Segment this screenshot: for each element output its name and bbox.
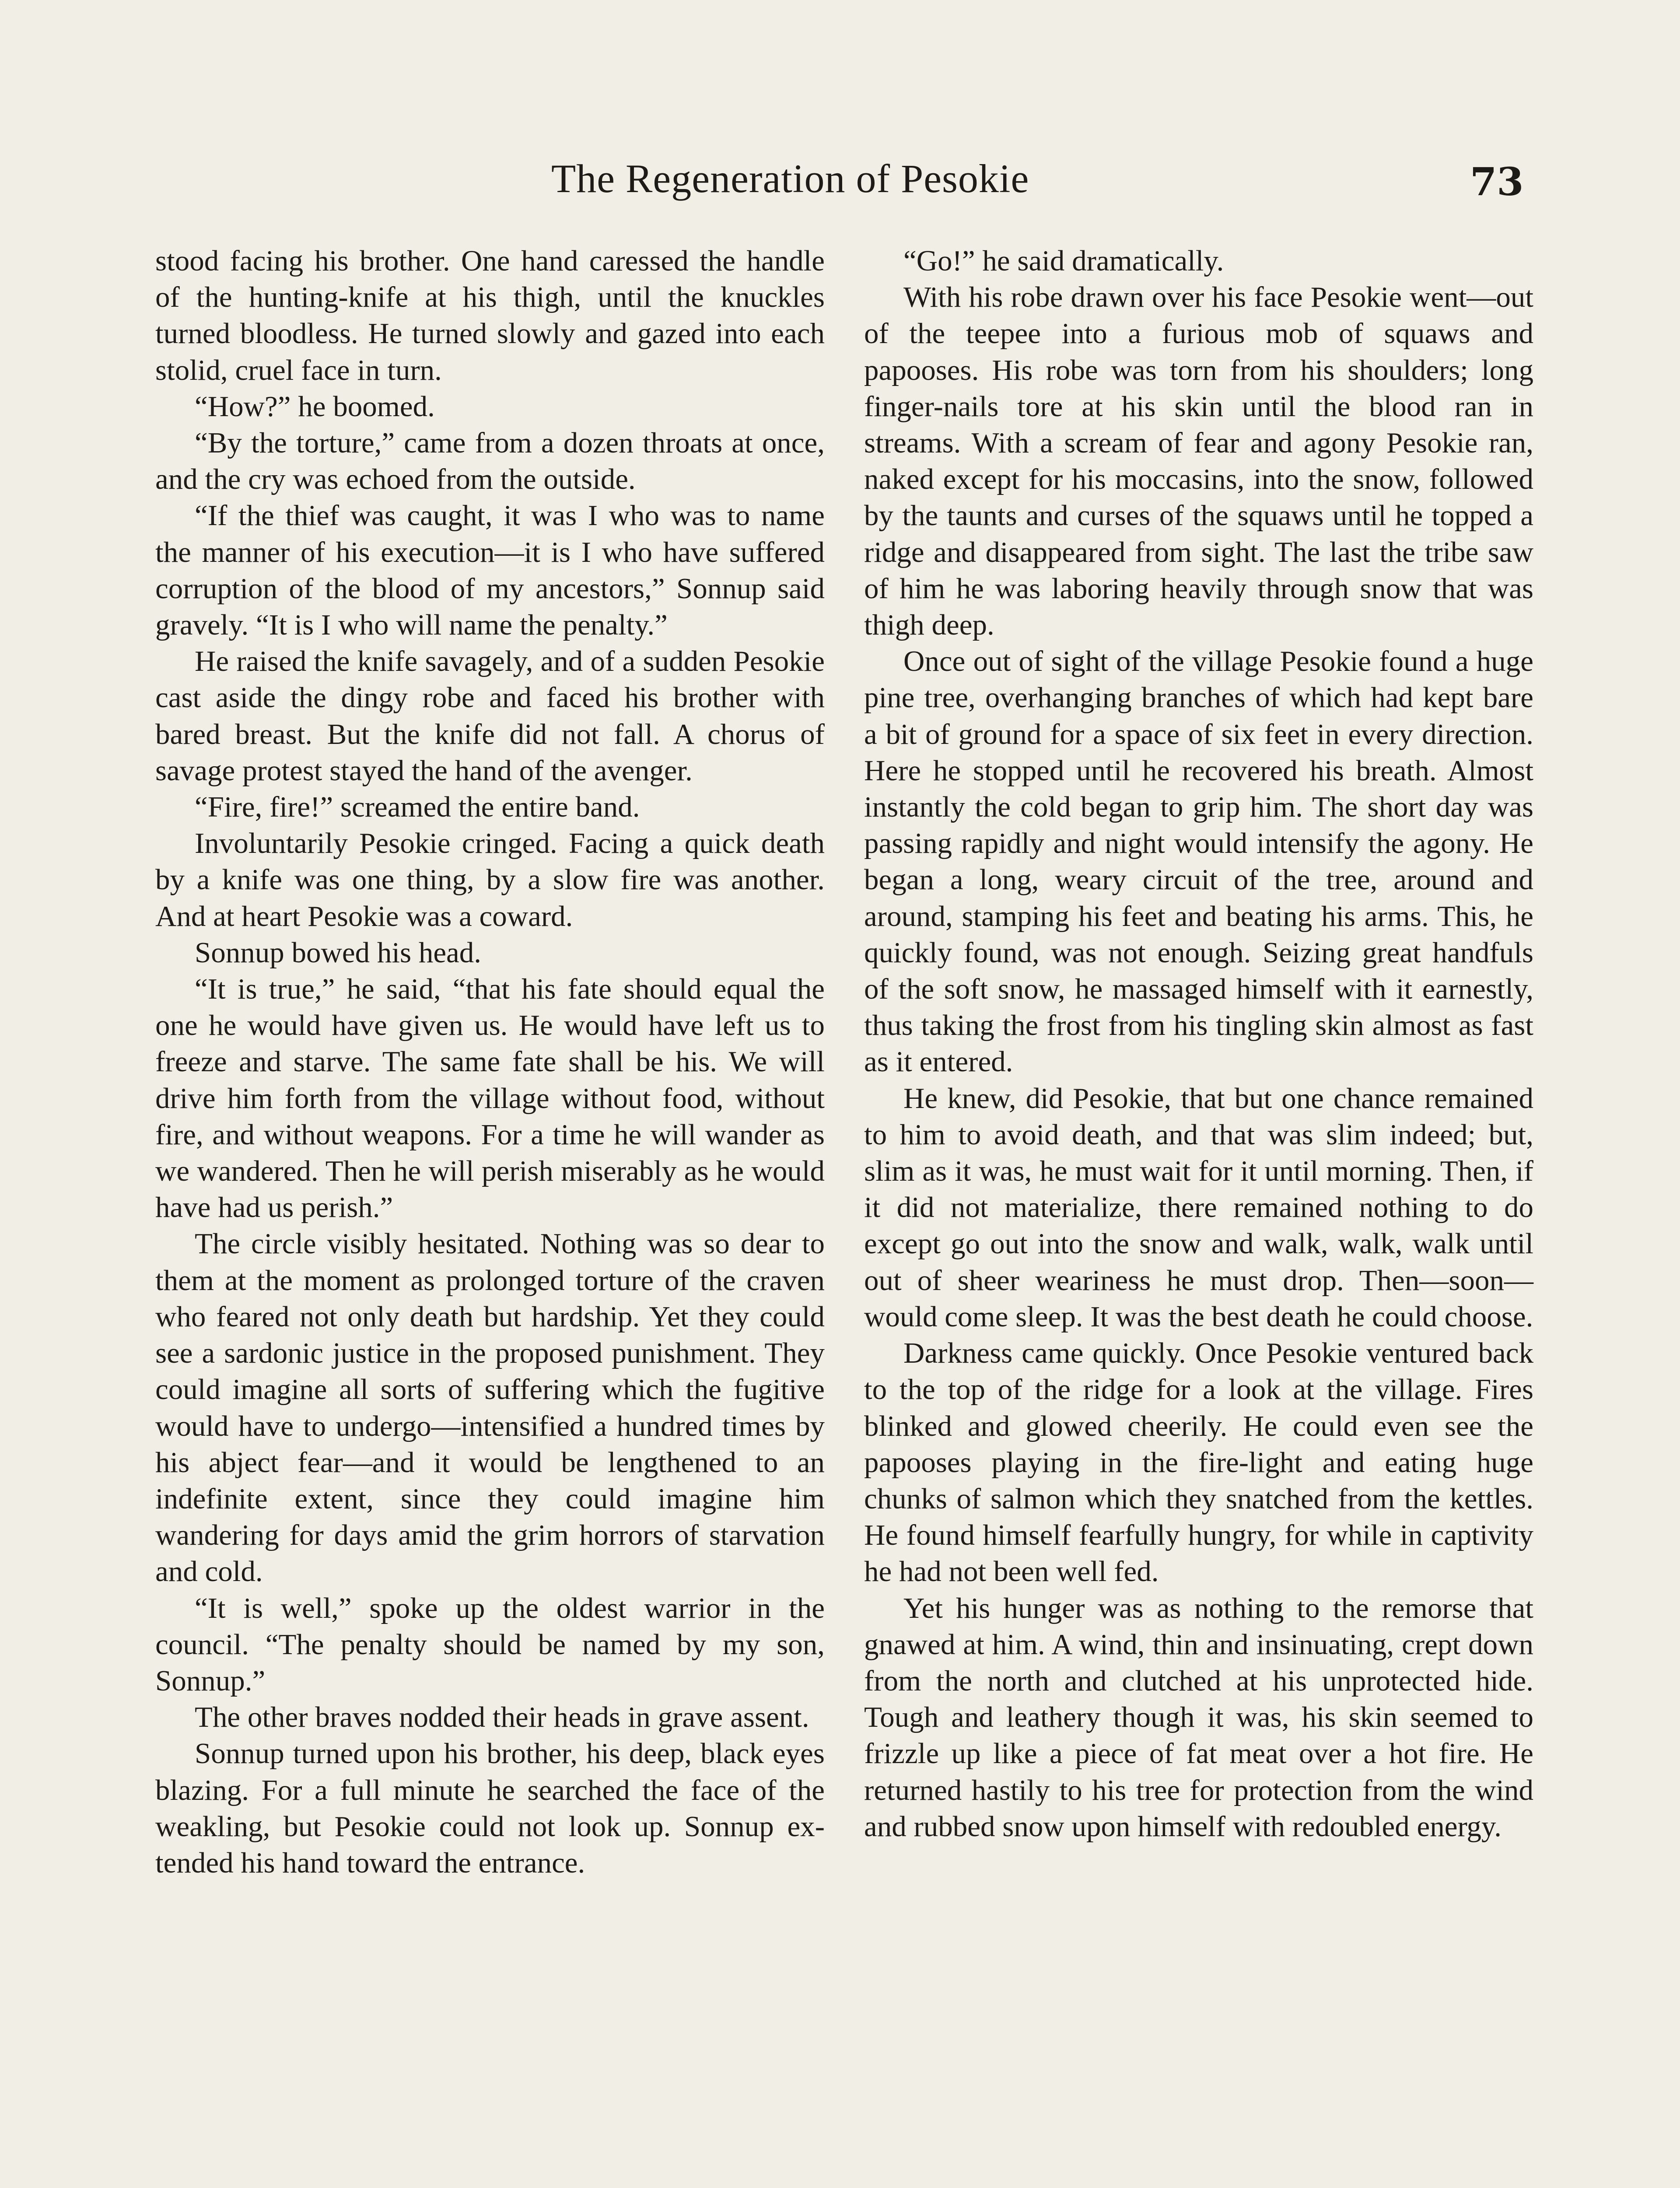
paragraph: Darkness came quickly. Once Pesokie ventured back to the top of the ridge for a look at the village. Fires blinked and glowed cheerily. He could even see the papooses playing in the fire-light and eating huge chunks of salmon which they snatched from the kettles. He found himself fearfully hungry, for while in captivity he had not been well fed. bbox=[864, 1337, 1533, 1588]
paragraph: The other braves nodded their heads in grave assent. bbox=[195, 1701, 809, 1734]
paragraph: Sonnup turned upon his brother, his deep, black eyes blazing. For a full minute he searched the face of the weakling, but Pesokie could not look up. Sonnup extended his hand toward the entrance. bbox=[155, 1737, 825, 1879]
paragraph: He knew, did Pesokie, that but one chance remained to him to avoid death, and that was slim indeed; but, slim as it was, he must wait for it until morning. Then, if it did not materialize, there remained nothing to do except go out into the snow and walk, walk, walk until out of sheer weariness he must drop. Then—soon—would come sleep. It was the best death he could choose. bbox=[864, 1082, 1533, 1333]
paragraph: “If the thief was caught, it was I who was to name the manner of his execution—it is I who have suffered corruption of the blood of my ancestors,” Sonnup said gravely. “It is I who will name the penalty.” bbox=[155, 499, 825, 642]
paragraph: “It is true,” he said, “that his fate should equal the one he would have given us. He would have left us to freeze and starve. The same fate shall be his. We will drive him forth from the village without food, without fire, and without weapons. For a time he will wander as we wandered. Then he will perish miserably as he would have had us perish.” bbox=[155, 973, 825, 1224]
paragraph: He raised the knife savagely, and of a sudden Pesokie cast aside the dingy robe and faced his brother with bared breast. But the knife did not fall. A chorus of savage protest stayed the hand of the avenger. bbox=[155, 645, 825, 787]
paragraph: “Fire, fire!” screamed the entire band. bbox=[195, 791, 640, 824]
paragraph: With his robe drawn over his face Pesokie went—out of the teepee into a furious mob of squaws and papooses. His robe was torn from his shoulders; long finger-nails tore at his skin until the blood ran in streams. With a scream of fear and agony Pesokie ran, naked except for his moccasins, into the snow, followed by the taunts and curses of the squaws until he topped a ridge and disappeared from sight. The last the tribe saw of him he was laboring heavily through snow that was thigh deep. bbox=[864, 281, 1533, 642]
paragraph: The circle visibly hesitated. Nothing was so dear to them at the moment as prolonged torture of the craven who feared not only death but hardship. Yet they could see a sardonic justice in the proposed punishment. They could imagine all sorts of suffering which the fugitive would have to undergo—intensified a hundred times by his abject fear—and it would be lengthened to an indefinite extent, since they could imagine him wandering for days amid the grim horrors of starvation and cold. bbox=[155, 1227, 825, 1588]
page-number: 73 bbox=[1470, 159, 1524, 204]
paragraph: Yet his hunger was as nothing to the remorse that gnawed at him. A wind, thin and insinuating, crept down from the north and clutched at his unprotected hide. Tough and leathery though it was, his skin seemed to frizzle up like a piece of fat meat over a hot fire. He returned hastily to his tree for protection from the wind and rubbed snow upon himself with redoubled energy. bbox=[864, 1592, 1533, 1843]
page-header bbox=[0, 155, 1680, 203]
running-title: The Regeneration of Pesokie bbox=[551, 156, 1029, 201]
paragraph: Sonnup bowed his head. bbox=[195, 936, 482, 969]
paragraph: “By the torture,” came from a dozen throats at once, and the cry was echoed from the outside. bbox=[155, 427, 825, 496]
left-column bbox=[155, 243, 825, 1881]
paragraph: “It is well,” spoke up the oldest warrior in the council. “The penalty should be named by my son, Sonnup.” bbox=[155, 1592, 825, 1697]
paragraph: stood facing his brother. One hand caressed the handle of the hunting-knife at his thigh, until the knuckles turned bloodless. He turned slowly and gazed into each stolid, cruel face in turn. bbox=[155, 245, 825, 386]
paragraph: “Go!” he said dramatically. bbox=[903, 245, 1224, 277]
paragraph: Once out of sight of the village Pesokie found a huge pine tree, overhanging branches of which had kept bare a bit of ground for a space of six feet in every direction. Here he stopped until he recovered his breath. Almost instantly the cold began to grip him. The short day was passing rapidly and night would intensify the agony. He began a long, weary circuit of the tree, around and around, stamping his feet and beating his arms. This, he quickly found, was not enough. Seizing great handfuls of the soft snow, he massaged himself with it earnestly, thus taking the frost from his tingling skin almost as fast as it entered. bbox=[864, 645, 1533, 1078]
right-column bbox=[864, 243, 1533, 1845]
paragraph: Involuntarily Pesokie cringed. Facing a quick death by a knife was one thing, by a slow fire was another. And at heart Pesokie was a coward. bbox=[155, 827, 825, 933]
paragraph: “How?” he boomed. bbox=[195, 390, 435, 423]
